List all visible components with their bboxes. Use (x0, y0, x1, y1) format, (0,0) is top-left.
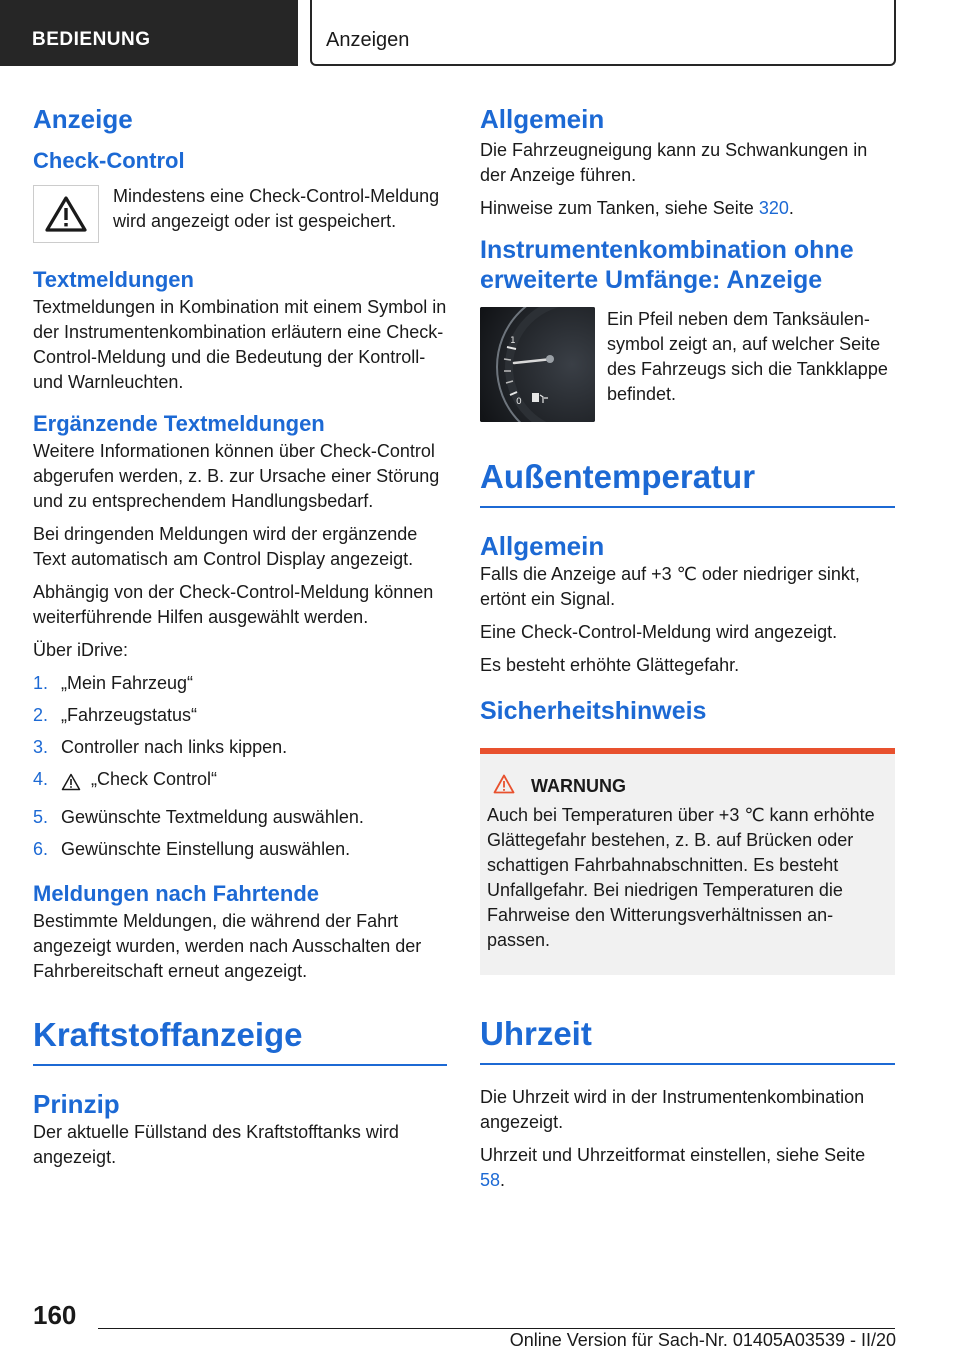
allgemein-temp-p2: Eine Check-Control-Meldung wird angezeigt. (480, 622, 838, 642)
page-link-58[interactable]: 58 (480, 1170, 501, 1190)
warning-text: Auch bei Temperaturen über +3 ℃ kann erhöhte Glättegefahr bestehen, z. B. auf Brücken oder schattigen Fahrbahnabschnitten. Es besteht Unfallgefahr. Bei niedrigen Temperaturen die Fahrweise den Witterungsverhältnissen anpassen. (487, 805, 875, 950)
warning-title-row (487, 774, 887, 799)
footer-online-version: Online Version für Sach-Nr. 01405A03539 - II/20 (509, 1330, 896, 1350)
page-number: 160 (33, 1300, 77, 1330)
warning-box (480, 748, 895, 975)
heading-uhrzeit: Uhrzeit (480, 1009, 895, 1065)
warning-triangle-icon (33, 185, 99, 243)
list-item: 1. „Mein Fahrzeug“ (33, 673, 194, 693)
heading-sicherheitshinweis: Sicherheitshinweis (480, 697, 707, 725)
check-control-row (33, 184, 447, 243)
warning-triangle-icon (493, 774, 517, 799)
warning-triangle-icon (61, 763, 83, 801)
page-footer (0, 1290, 960, 1362)
heading-allgemein-temp: Allgemein (480, 531, 605, 561)
allgemein-fuel-p1: Die Fahrzeugneigung kann zu Schwankungen in der Anzeige führen. (480, 140, 868, 185)
footer-divider (98, 1328, 895, 1329)
idrive-steps (33, 667, 447, 865)
list-item: 6. Gewünschte Einstellung auswählen. (33, 839, 351, 859)
heading-textmeldungen: Textmeldungen (33, 267, 194, 292)
ergaenzende-p4: Über iDrive: (33, 640, 129, 660)
check-control-text: Mindestens eine Check-Control-Meldung wird angezeigt oder ist gespeichert. (113, 186, 440, 231)
uhrzeit-p2: Uhrzeit und Uhrzeitformat einstellen, siehe Seite 58. (480, 1145, 866, 1190)
textmeldungen-text: Textmeldungen in Kombination mit einem Symbol in der Instrumentenkombination erläutern eine Check-Control-Meldung und die Bedeutung der Kontroll- und Warnleuchten. (33, 297, 447, 392)
heading-anzeige: Anzeige (33, 104, 133, 134)
fuel-gauge-row (480, 307, 895, 422)
uhrzeit-p1: Die Uhrzeit wird in der Instrumentenkombination angezeigt. (480, 1087, 865, 1132)
list-item: 3. Controller nach links kippen. (33, 737, 288, 757)
allgemein-temp-p3: Es besteht erhöhte Glättegefahr. (480, 655, 740, 675)
right-column (480, 100, 895, 1193)
allgemein-fuel-p2: Hinweise zum Tanken, siehe Seite 320. (480, 198, 794, 218)
warning-title: WARNUNG (531, 776, 626, 796)
fuel-gauge-text: Ein Pfeil neben dem Tanksäulensymbol zeigt an, auf welcher Seite des Fahrzeugs sich die Tankklappe befindet. (607, 309, 888, 404)
heading-kraftstoffanzeige: Kraftstoffanzeige (33, 1010, 447, 1066)
left-column (33, 100, 447, 1170)
heading-allgemein-fuel: Allgemein (480, 104, 605, 134)
ergaenzende-p3: Abhängig von der Check-Control-Meldung können weiterführende Hilfen ausgewählt werden. (33, 582, 434, 627)
svg-text:0: 0 (516, 397, 522, 407)
fuel-gauge-image (480, 307, 595, 422)
list-item: 2. „Fahrzeugstatus“ (33, 705, 198, 725)
heading-ergaenzende: Ergänzende Textmeldungen (33, 411, 325, 436)
ergaenzende-p1: Weitere Informationen können über Check-Control abgerufen werden, z. B. zur Ursache einer Störung und zu entsprechendem Handlungsbedarf. (33, 441, 440, 511)
fahrtende-text: Bestimmte Meldungen, die während der Fahrt angezeigt wurden, werden nach Ausschalten der Fahrbereitschaft erneut angezeigt. (33, 911, 422, 981)
list-item: 4. „Check Control“ (33, 763, 447, 801)
heading-instrumentenkombination: Instrumentenkombination ohne erweiterte Umfänge: Anzeige (480, 236, 854, 294)
heading-prinzip: Prinzip (33, 1089, 120, 1119)
svg-text:1: 1 (510, 336, 516, 346)
page-header (0, 0, 960, 66)
section-label: BEDIENUNG (0, 0, 298, 66)
heading-aussentemperatur: Außentemperatur (480, 452, 895, 508)
heading-fahrtende: Meldungen nach Fahrtende (33, 881, 320, 906)
chapter-label: Anzeigen (310, 0, 896, 66)
heading-check-control: Check-Control (33, 148, 185, 173)
prinzip-text: Der aktuelle Füllstand des Kraftstofftanks wird angezeigt. (33, 1122, 399, 1167)
list-item: 5. Gewünschte Textmeldung auswählen. (33, 807, 364, 827)
page-link-320[interactable]: 320 (758, 198, 789, 218)
allgemein-temp-p1: Falls die Anzeige auf +3 ℃ oder niedriger sinkt, ertönt ein Signal. (480, 564, 860, 609)
ergaenzende-p2: Bei dringenden Meldungen wird der ergänzende Text automatisch am Control Display angezeigt. (33, 524, 418, 569)
